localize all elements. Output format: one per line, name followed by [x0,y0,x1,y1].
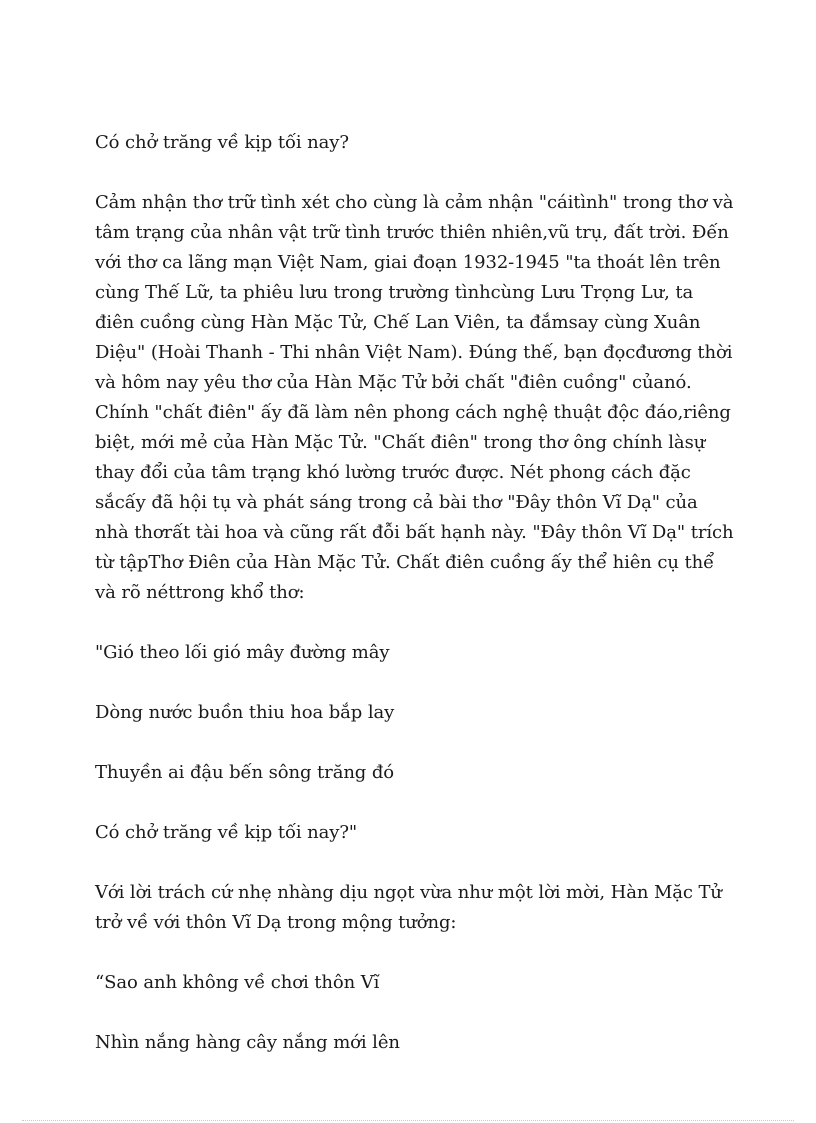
paragraph-gap [95,668,735,698]
paragraph-gap [95,998,735,1028]
verse-line: Nhìn nắng hàng cây nắng mới lên [95,1032,400,1053]
verse-line: Thuyền ai đậu bến sông trăng đó [95,762,395,783]
paragraph-gap [95,158,735,188]
body-paragraph: Cảm nhận thơ trữ tình xét cho cùng là cảm nhận "cáitình" trong thơ và tâm trạng của nhân vật trữ tình trước thiên nhiên,vũ trụ, đất trời. Đến với thơ ca lãng mạn Việt Nam, giai đoạn 1932-1945 "ta thoát lên trên cùng Thế Lữ, ta phiêu lưu trong trường tìnhcùng Lưu Trọng Lư, ta điên cuồng cùng Hàn Mặc Tử, Chế Lan Viên, ta đắmsay cùng Xuân Diệu" (Hoài Thanh - Thi nhân Việt Nam). Đúng thế, bạn đọcđương thời và hôm nay yêu thơ của Hàn Mặc Tử bởi chất "điên cuồng" củanó. Chính "chất điên" ấy đã làm nên phong cách nghệ thuật độc đáo,riêng biệt, mới mẻ của Hàn Mặc Tử. "Chất điên" trong thơ ông chính làsự thay đổi của tâm trạng khó lường trước được. Nét phong cách đặc sắcấy đã hội tụ và phát sáng trong cả bài thơ "Đây thôn Vĩ Dạ" của nhà thơrất tài hoa và cũng rất đỗi bất hạnh này. "Đây thôn Vĩ Dạ" trích từ tậpThơ Điên của Hàn Mặc Tử. Chất điên cuồng ấy thể hiên cụ thể và rõ néttrong khổ thơ: [95,192,734,603]
verse-line: Có chở trăng về kịp tối nay? [95,132,349,153]
body-paragraph: Với lời trách cứ nhẹ nhàng dịu ngọt vừa như một lời mời, Hàn Mặc Tử trở về với thôn Vĩ Dạ trong mộng tưởng: [95,882,722,933]
paragraph-gap [95,938,735,968]
paragraph-gap [95,608,735,638]
verse-line: Có chở trăng về kịp tối nay?" [95,822,358,843]
paragraph-gap [95,788,735,818]
paragraph-gap [95,728,735,758]
page-bottom-rule [22,1120,794,1121]
verse-line: Dòng nước buồn thiu hoa bắp lay [95,702,395,723]
paragraph-gap [95,848,735,878]
document-body [95,128,735,1058]
verse-line: “Sao anh không về chơi thôn Vĩ [95,972,380,993]
verse-line: "Gió theo lối gió mây đường mây [95,642,390,663]
